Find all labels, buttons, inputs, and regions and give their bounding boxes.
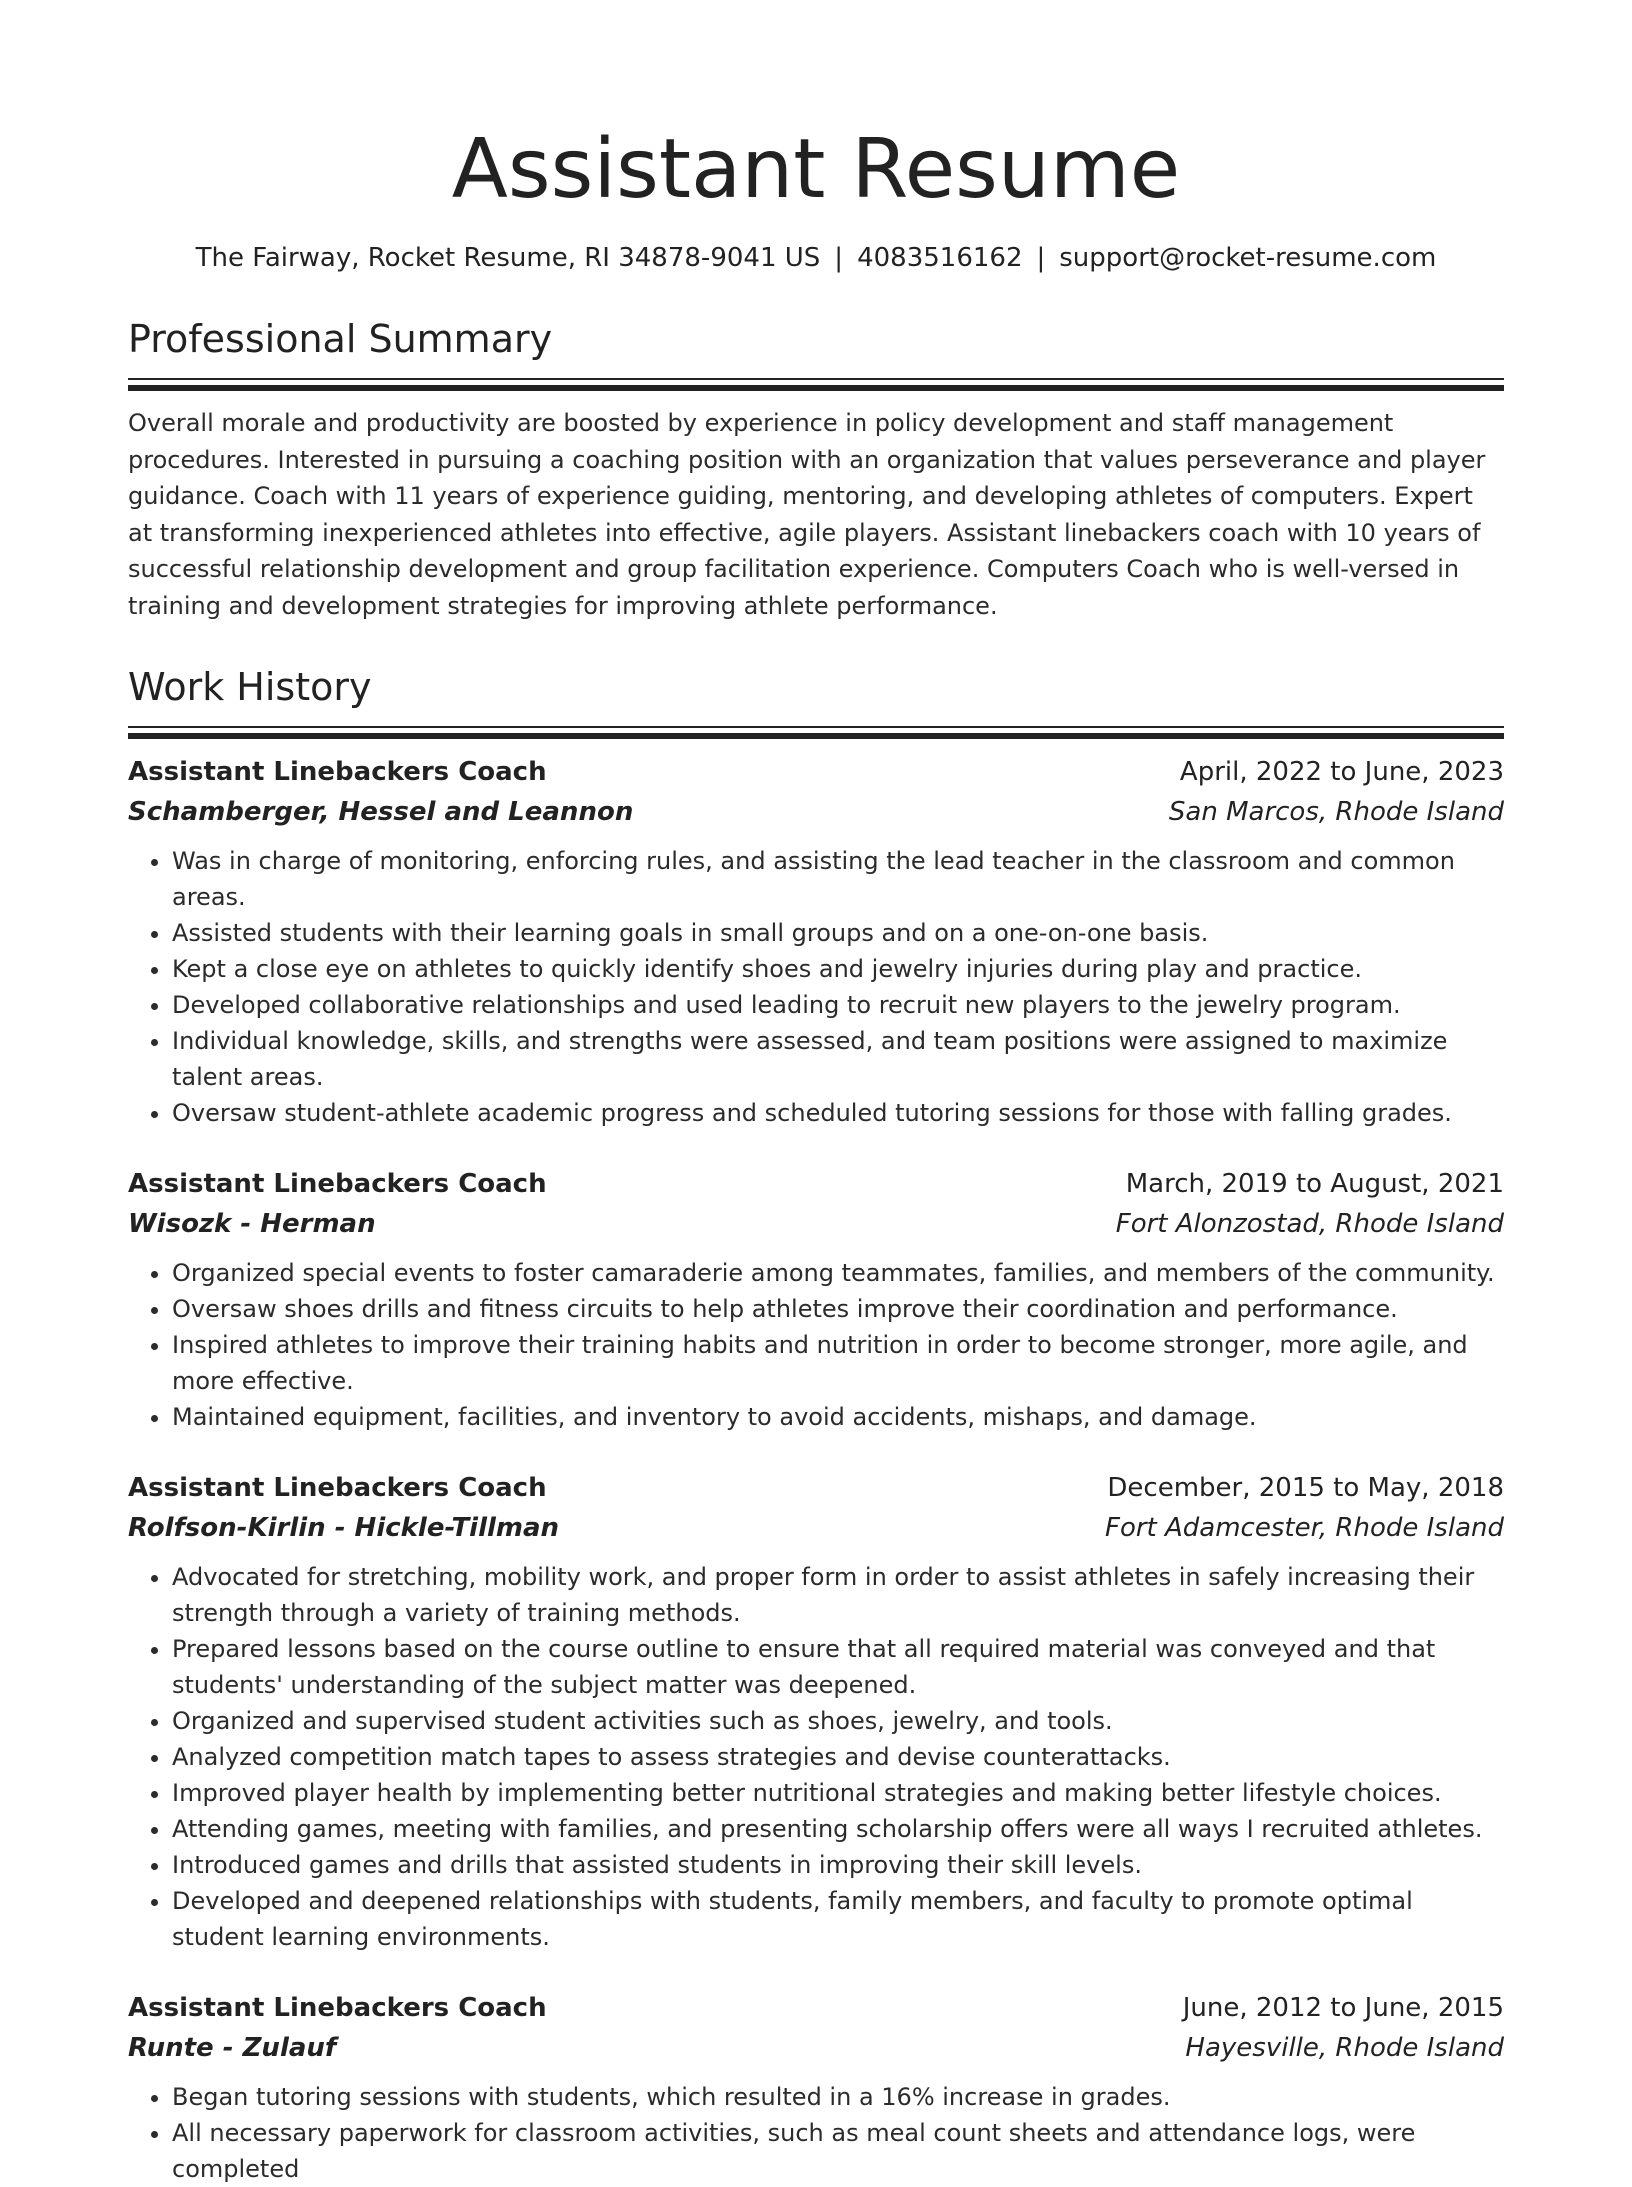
job-dates: March, 2019 to August, 2021 xyxy=(1125,1169,1504,1199)
job-bullet: • Attending games, meeting with families, and presenting scholarship offers were all ways I recruited athletes. xyxy=(172,1811,1504,1847)
job-bullet: • Developed and deepened relationships with students, family members, and faculty to promote optimal student learning environments. xyxy=(172,1883,1504,1955)
job-entry xyxy=(128,1165,1504,1435)
contact-phone: 4083516162 xyxy=(857,243,1023,273)
job-bullet-list xyxy=(128,1255,1504,1435)
work-history-heading: Work History xyxy=(128,665,372,709)
contact-separator: | xyxy=(1036,243,1046,273)
section-divider xyxy=(128,378,1504,391)
job-company-row xyxy=(128,1205,1504,1243)
job-entry xyxy=(128,753,1504,1131)
contact-address: The Fairway, Rocket Resume, RI 34878-9041 US xyxy=(195,243,821,273)
job-bullet: • Developed collaborative relationships and used leading to recruit new players to the jewelry program. xyxy=(172,987,1504,1023)
job-company: Runte - Zulauf xyxy=(128,2033,337,2063)
job-location: San Marcos, Rhode Island xyxy=(1168,797,1504,827)
job-header-row xyxy=(128,1469,1504,1507)
job-title: Assistant Linebackers Coach xyxy=(128,1473,547,1503)
job-dates: June, 2012 to June, 2015 xyxy=(1182,1993,1504,2023)
job-bullet: • Kept a close eye on athletes to quickly identify shoes and jewelry injuries during play and practice. xyxy=(172,951,1504,987)
contact-separator: | xyxy=(834,243,844,273)
job-location: Fort Adamcester, Rhode Island xyxy=(1105,1513,1504,1543)
job-entry xyxy=(128,1989,1504,2187)
job-bullet: • Improved player health by implementing better nutritional strategies and making better lifestyle choices. xyxy=(172,1775,1504,1811)
job-header-row xyxy=(128,1989,1504,2027)
job-title: Assistant Linebackers Coach xyxy=(128,1169,547,1199)
job-company: Schamberger, Hessel and Leannon xyxy=(128,797,634,827)
job-company-row xyxy=(128,1509,1504,1547)
job-bullet: • Maintained equipment, facilities, and inventory to avoid accidents, mishaps, and damage. xyxy=(172,1399,1504,1435)
job-header-row xyxy=(128,753,1504,791)
job-list xyxy=(128,753,1504,2187)
contact-line xyxy=(128,240,1504,276)
job-bullet: • Advocated for stretching, mobility work, and proper form in order to assist athletes in safely increasing their strength through a variety of training methods. xyxy=(172,1559,1504,1631)
section-divider xyxy=(128,726,1504,739)
job-bullet-list xyxy=(128,2079,1504,2187)
job-bullet-list xyxy=(128,1559,1504,1955)
resume-title: Assistant Resume xyxy=(451,122,1181,217)
job-bullet: • Organized and supervised student activities such as shoes, jewelry, and tools. xyxy=(172,1703,1504,1739)
job-bullet: • Began tutoring sessions with students, which resulted in a 16% increase in grades. xyxy=(172,2079,1504,2115)
job-bullet: • Was in charge of monitoring, enforcing rules, and assisting the lead teacher in the classroom and common areas. xyxy=(172,843,1504,915)
job-dates: December, 2015 to May, 2018 xyxy=(1107,1473,1504,1503)
job-header-row xyxy=(128,1165,1504,1203)
job-company-row xyxy=(128,793,1504,831)
contact-email: support@rocket-resume.com xyxy=(1059,243,1437,273)
job-bullet: • Prepared lessons based on the course outline to ensure that all required material was conveyed and that students' understanding of the subject matter was deepened. xyxy=(172,1631,1504,1703)
job-entry xyxy=(128,1469,1504,1955)
job-location: Fort Alonzostad, Rhode Island xyxy=(1115,1209,1504,1239)
job-bullet: • Analyzed competition match tapes to assess strategies and devise counterattacks. xyxy=(172,1739,1504,1775)
job-bullet: • Oversaw student-athlete academic progress and scheduled tutoring sessions for those with falling grades. xyxy=(172,1095,1504,1131)
summary-heading: Professional Summary xyxy=(128,317,553,361)
job-bullet: • Oversaw shoes drills and fitness circuits to help athletes improve their coordination and performance. xyxy=(172,1291,1504,1327)
job-bullet: • All necessary paperwork for classroom activities, such as meal count sheets and attendance logs, were completed xyxy=(172,2115,1504,2187)
job-bullet: • Organized special events to foster camaraderie among teammates, families, and members of the community. xyxy=(172,1255,1504,1291)
job-company: Wisozk - Herman xyxy=(128,1209,376,1239)
job-dates: April, 2022 to June, 2023 xyxy=(1179,757,1504,787)
job-company: Rolfson-Kirlin - Hickle-Tillman xyxy=(128,1513,560,1543)
job-bullet: • Assisted students with their learning goals in small groups and on a one-on-one basis. xyxy=(172,915,1504,951)
job-title: Assistant Linebackers Coach xyxy=(128,757,547,787)
summary-text: Overall morale and productivity are boosted by experience in policy development and staff management procedures. Interested in pursuing a coaching position with an organization that values perseverance and player guidance. Coach with 11 years of experience guiding, mentoring, and developing athletes of computers. Expert at transforming inexperienced athletes into effective, agile players. Assistant linebackers coach with 10 years of successful relationship development and group facilitation experience. Computers Coach who is well-versed in training and development strategies for improving athlete performance. xyxy=(128,409,1486,620)
job-location: Hayesville, Rhode Island xyxy=(1185,2033,1504,2063)
job-bullet-list xyxy=(128,843,1504,1131)
job-bullet: • Introduced games and drills that assisted students in improving their skill levels. xyxy=(172,1847,1504,1883)
job-bullet: • Inspired athletes to improve their training habits and nutrition in order to become stronger, more agile, and more effective. xyxy=(172,1327,1504,1399)
job-title: Assistant Linebackers Coach xyxy=(128,1993,547,2023)
job-bullet: • Individual knowledge, skills, and strengths were assessed, and team positions were assigned to maximize talent areas. xyxy=(172,1023,1504,1095)
job-company-row xyxy=(128,2029,1504,2067)
